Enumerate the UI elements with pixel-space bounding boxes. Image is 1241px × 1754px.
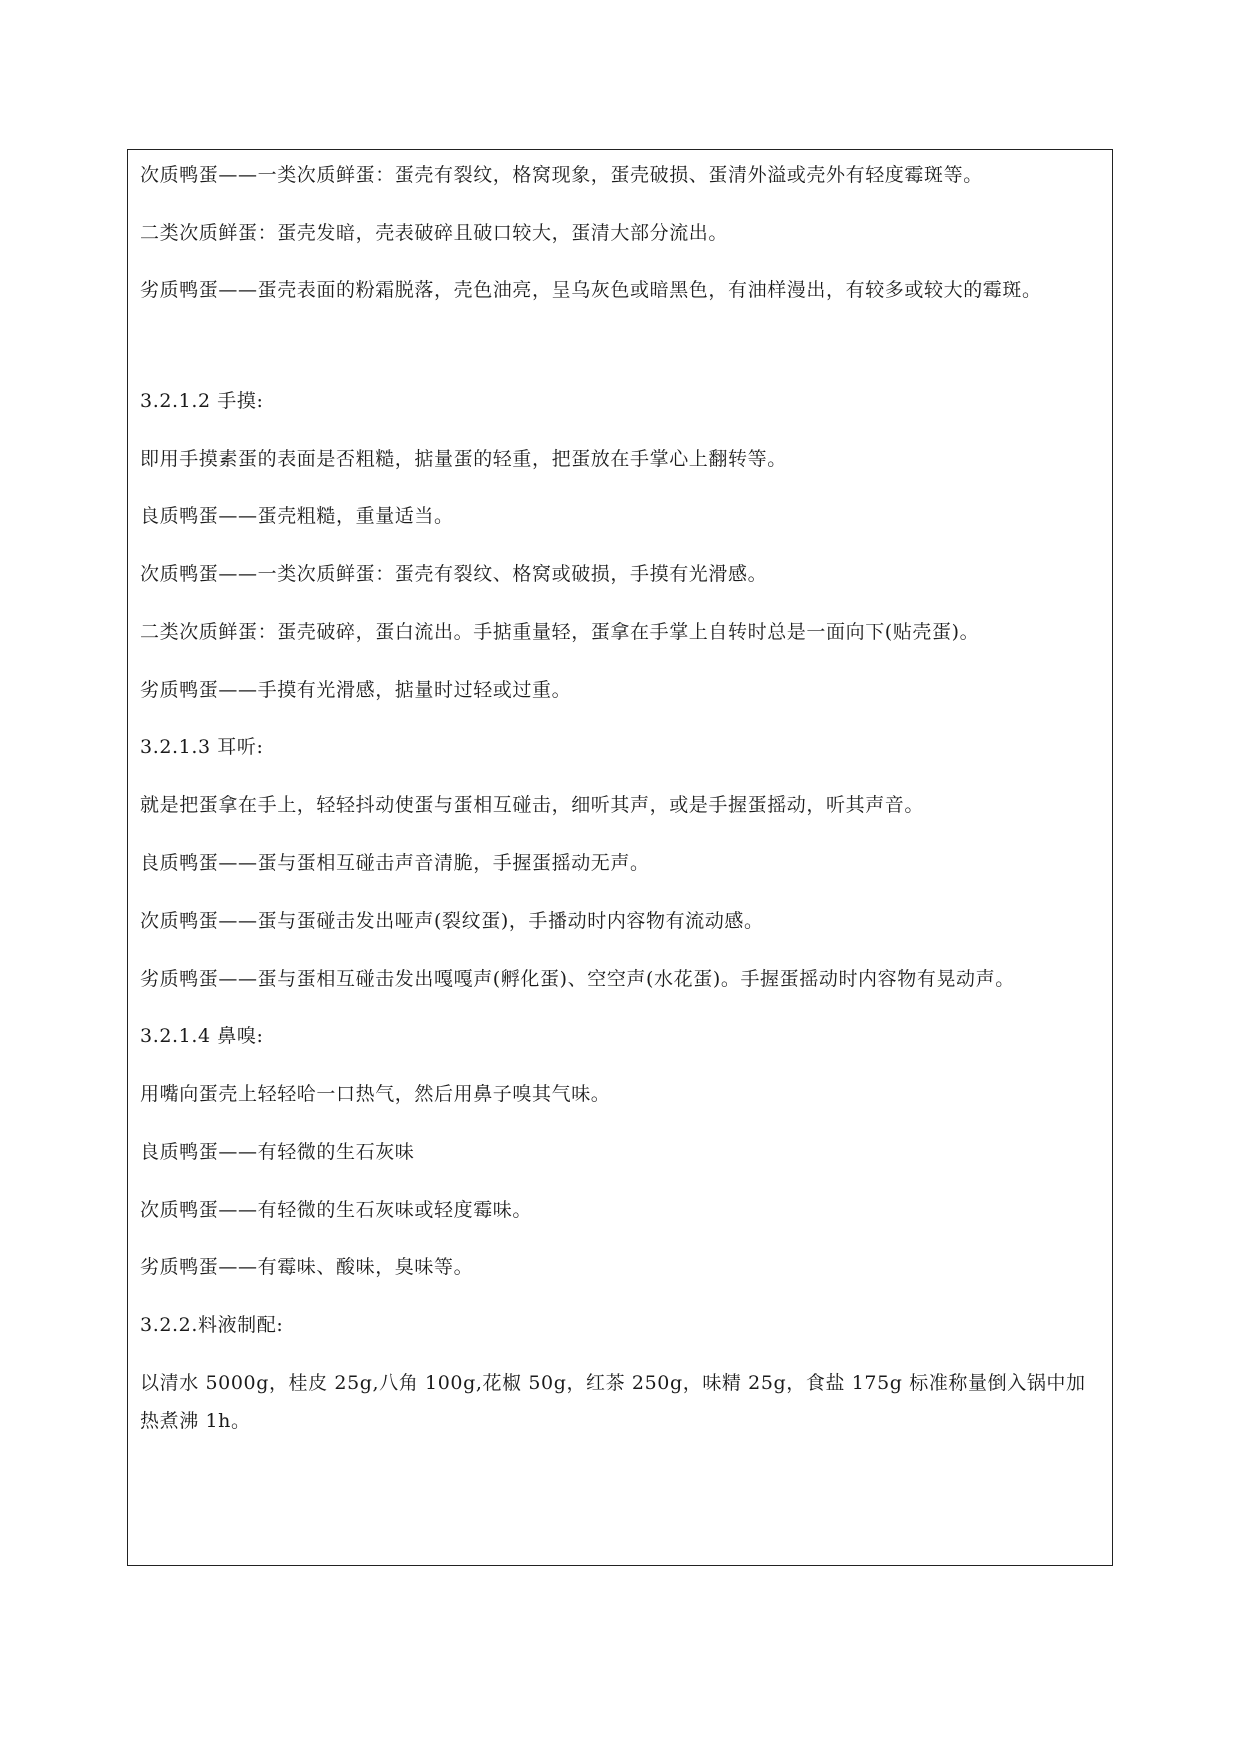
paragraph-second-grade-type2-touch: 二类次质鲜蛋：蛋壳破碎，蛋白流出。手掂重量轻，蛋拿在手掌上自转时总是一面向下(贴壳蛋)。 xyxy=(140,621,980,643)
paragraph-second-grade-type1-touch: 次质鸭蛋——一类次质鲜蛋：蛋壳有裂纹、格窝或破损，手摸有光滑感。 xyxy=(140,563,768,585)
paragraph-second-grade-duck-egg-type1-visual: 次质鸭蛋——一类次质鲜蛋：蛋壳有裂纹，格窝现象，蛋壳破损、蛋清外溢或壳外有轻度霉斑等。 xyxy=(140,164,983,186)
paragraph-good-duck-egg-touch: 良质鸭蛋——蛋壳粗糙，重量适当。 xyxy=(140,505,454,527)
paragraph-smell-method: 用嘴向蛋壳上轻轻哈一口热气，然后用鼻子嗅其气味。 xyxy=(140,1083,611,1105)
paragraph-second-grade-smell: 次质鸭蛋——有轻微的生石灰味或轻度霉味。 xyxy=(140,1199,533,1221)
paragraph-touch-method: 即用手摸素蛋的表面是否粗糙，掂量蛋的轻重，把蛋放在手掌心上翻转等。 xyxy=(140,448,787,470)
paragraph-listen-method: 就是把蛋拿在手上，轻轻抖动使蛋与蛋相互碰击，细听其声，或是手握蛋摇动，听其声音。 xyxy=(140,794,925,816)
section-heading-smell: 3.2.1.4 鼻嗅: xyxy=(140,1025,264,1047)
paragraph-good-duck-egg-listen: 良质鸭蛋——蛋与蛋相互碰击声音清脆，手握蛋摇动无声。 xyxy=(140,852,650,874)
paragraph-inferior-duck-egg-smell: 劣质鸭蛋——有霉味、酸味，臭味等。 xyxy=(140,1256,474,1278)
paragraph-inferior-duck-egg-listen: 劣质鸭蛋——蛋与蛋相互碰击发出嘎嘎声(孵化蛋)、空空声(水花蛋)。手握蛋摇动时内容物有晃动声。 xyxy=(140,968,1015,990)
paragraph-inferior-duck-egg-touch: 劣质鸭蛋——手摸有光滑感，掂量时过轻或过重。 xyxy=(140,679,572,701)
paragraph-good-duck-egg-smell: 良质鸭蛋——有轻微的生石灰味 xyxy=(140,1141,415,1163)
section-heading-brine-preparation: 3.2.2.料液制配: xyxy=(140,1314,284,1336)
paragraph-second-grade-type2-visual: 二类次质鲜蛋：蛋壳发暗，壳表破碎且破口较大，蛋清大部分流出。 xyxy=(140,222,729,244)
paragraph-brine-recipe: 以清水 5000g，桂皮 25g,八角 100g,花椒 50g，红茶 250g，味精 25g，食盐 175g 标准称量倒入锅中加热煮沸 1h。 xyxy=(140,1372,1086,1432)
paragraph-inferior-duck-egg-visual: 劣质鸭蛋——蛋壳表面的粉霜脱落，壳色油亮，呈乌灰色或暗黑色，有油样漫出，有较多或较大的霉斑。 xyxy=(140,279,1042,301)
section-heading-touch: 3.2.1.2 手摸: xyxy=(140,390,264,412)
section-heading-listen: 3.2.1.3 耳听: xyxy=(140,736,264,758)
table-cell-frame xyxy=(127,149,1113,1566)
paragraph-second-grade-listen: 次质鸭蛋——蛋与蛋碰击发出哑声(裂纹蛋)，手播动时内容物有流动感。 xyxy=(140,910,764,932)
